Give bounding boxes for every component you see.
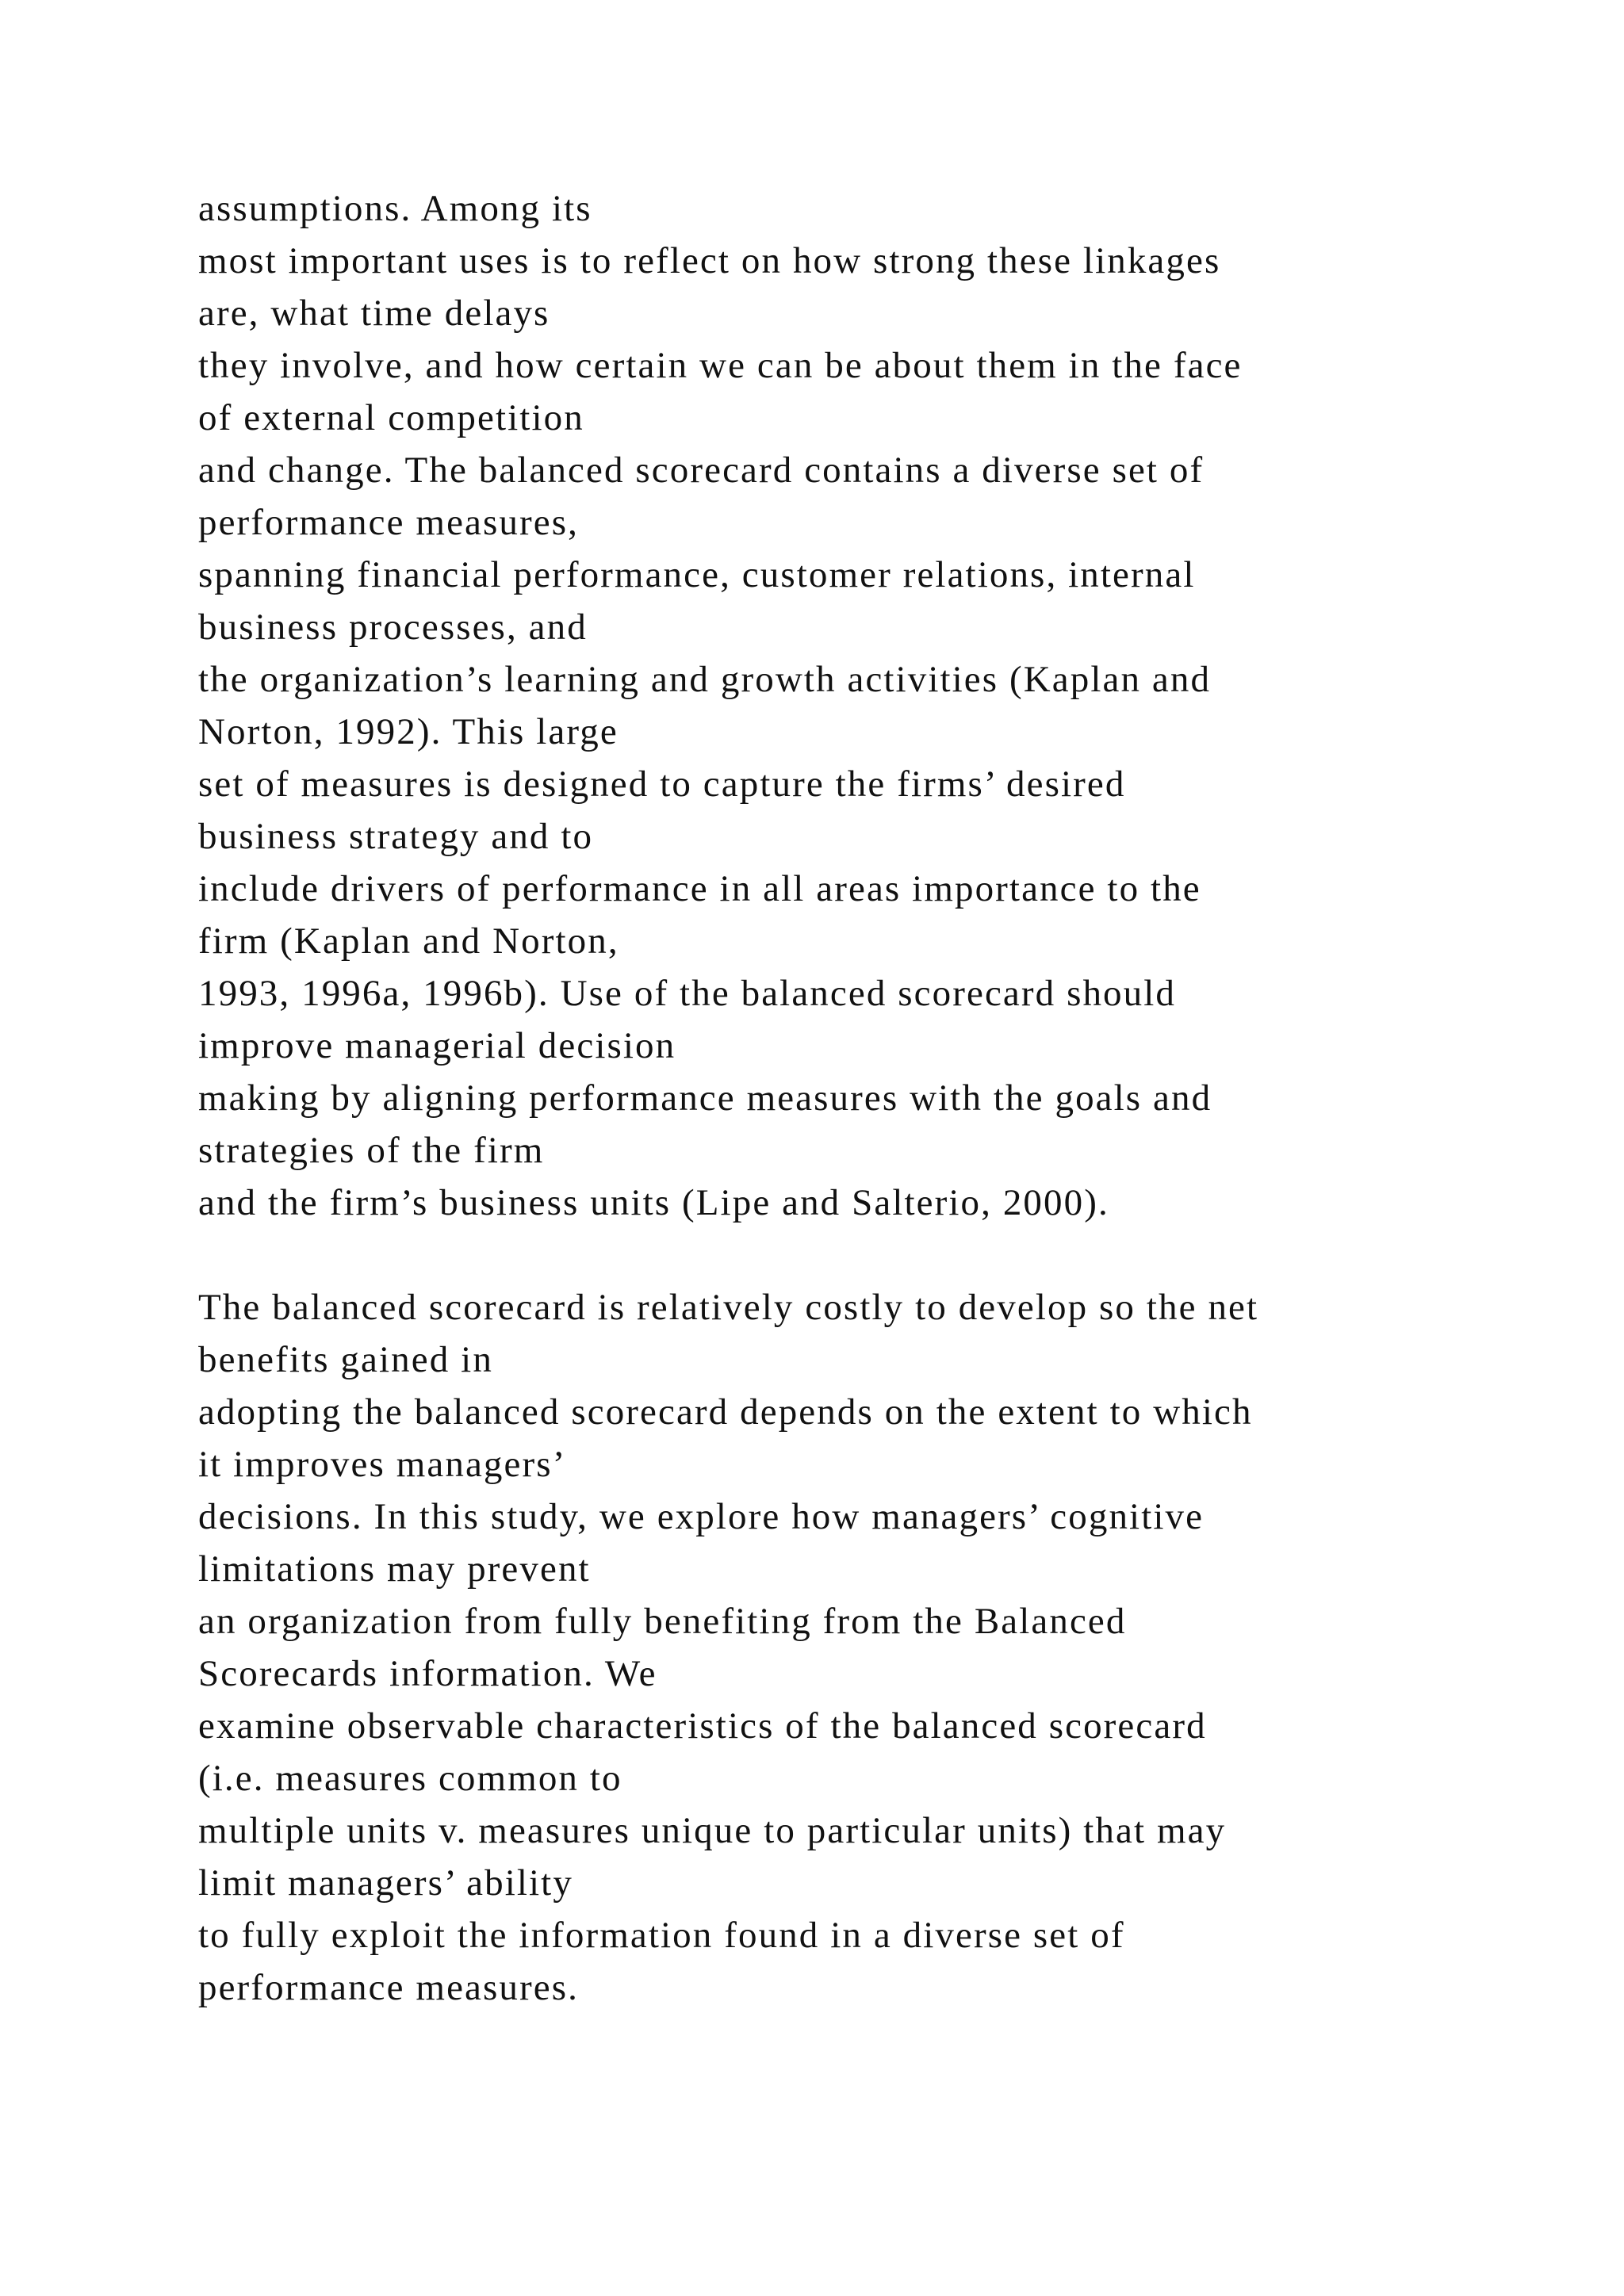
text-line: set of measures is designed to capture the firms’ desired [198, 763, 1126, 805]
text-line: The balanced scorecard is relatively costly to develop so the net [198, 1287, 1259, 1328]
text-line: assumptions. Among its [198, 188, 592, 229]
text-line: the organization’s learning and growth activities (Kaplan and [198, 659, 1212, 700]
text-line: an organization from fully benefiting from the Balanced [198, 1601, 1127, 1642]
text-line: performance measures. [198, 1967, 579, 2008]
text-line: multiple units v. measures unique to particular units) that may [198, 1810, 1227, 1851]
text-line: improve managerial decision [198, 1025, 676, 1066]
text-line: business strategy and to [198, 816, 594, 857]
text-line: benefits gained in [198, 1339, 493, 1380]
text-line: to fully exploit the information found in a diverse set of [198, 1915, 1125, 1956]
text-line: strategies of the firm [198, 1130, 545, 1171]
text-line: adopting the balanced scorecard depends on the extent to which [198, 1391, 1253, 1433]
text-line: are, what time delays [198, 293, 550, 334]
text-line: it improves managers’ [198, 1444, 567, 1485]
text-line: and change. The balanced scorecard contains a diverse set of [198, 450, 1205, 491]
text-line: examine observable characteristics of the balanced scorecard [198, 1705, 1207, 1747]
text-line: making by aligning performance measures with the goals and [198, 1077, 1212, 1119]
text-line: most important uses is to reflect on how strong these linkages [198, 240, 1221, 281]
text-line: and the firm’s business units (Lipe and Salterio, 2000). [198, 1182, 1109, 1223]
text-line: limitations may prevent [198, 1548, 591, 1590]
text-line: of external competition [198, 397, 584, 438]
text-line: performance measures, [198, 502, 579, 543]
text-line: Scorecards information. We [198, 1653, 657, 1694]
text-line: spanning financial performance, customer relations, internal [198, 554, 1196, 595]
text-line: limit managers’ ability [198, 1862, 573, 1904]
text-line: they involve, and how certain we can be about them in the face [198, 345, 1243, 386]
text-line: Norton, 1992). This large [198, 711, 619, 752]
text-line: 1993, 1996a, 1996b). Use of the balanced scorecard should [198, 973, 1177, 1014]
text-line: decisions. In this study, we explore how managers’ cognitive [198, 1496, 1205, 1537]
text-line: (i.e. measures common to [198, 1758, 622, 1799]
text-line: firm (Kaplan and Norton, [198, 920, 619, 962]
text-line: business processes, and [198, 607, 588, 648]
text-line: include drivers of performance in all areas importance to the [198, 868, 1201, 909]
